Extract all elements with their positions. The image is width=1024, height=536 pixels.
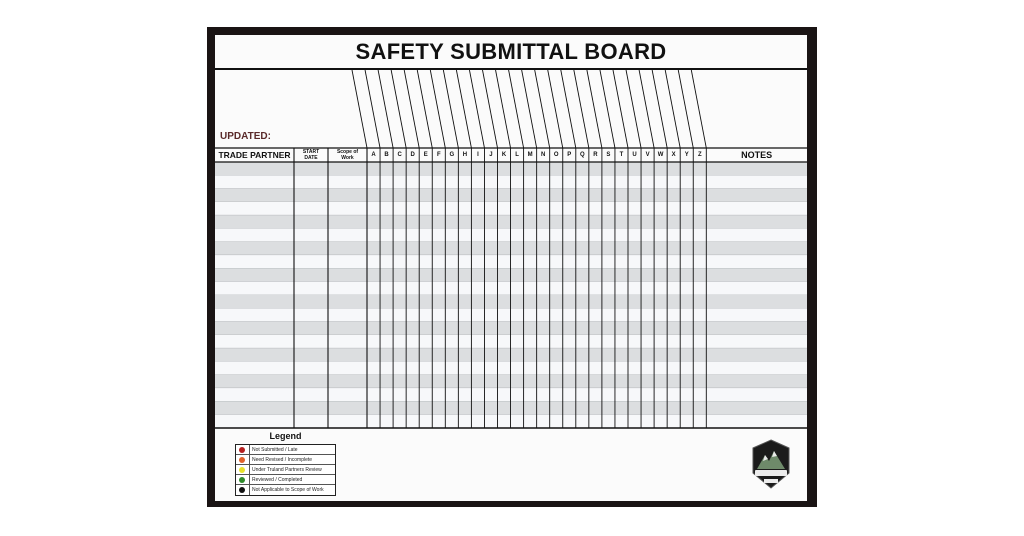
header-letter-v: V — [645, 152, 650, 158]
legend-item — [236, 475, 335, 485]
legend — [235, 444, 336, 496]
legend-divider — [249, 485, 250, 495]
header-letter-k: K — [501, 152, 507, 158]
header-letter-u: U — [632, 152, 637, 158]
truland-partners-logo-icon — [751, 439, 791, 489]
status-dot-icon — [239, 477, 245, 483]
board-frame — [207, 27, 817, 507]
header-start-date-1: START — [302, 149, 320, 155]
header-letter-e: E — [423, 152, 428, 158]
header-letter-c: C — [397, 152, 402, 158]
header-letter-q: Q — [579, 152, 585, 158]
legend-item-label: Reviewed / Completed — [252, 477, 303, 483]
header-letter-f: F — [436, 152, 441, 158]
header-letter-i: I — [477, 152, 479, 158]
legend-item — [236, 485, 335, 495]
header-letter-m: M — [527, 152, 533, 158]
header-letter-d: D — [410, 152, 415, 158]
legend-divider — [249, 465, 250, 475]
header-letter-a: A — [371, 152, 376, 158]
header-letter-r: R — [593, 152, 598, 158]
header-letter-t: T — [619, 152, 624, 158]
board-title: SAFETY SUBMITTAL BOARD — [355, 39, 667, 64]
header-trade-partner: TRADE PARTNER — [218, 150, 291, 160]
legend-item-label: Not Applicable to Scope of Work — [252, 487, 324, 493]
header-letter-w: W — [657, 152, 664, 158]
legend-item-label: Under Truland Partners Review — [252, 467, 322, 473]
header-letter-x: X — [671, 152, 676, 158]
legend-item — [236, 445, 335, 455]
header-letter-l: L — [515, 152, 519, 158]
header-notes: NOTES — [741, 150, 773, 160]
header-letter-g: G — [449, 152, 455, 158]
header-letter-z: Z — [697, 152, 702, 158]
header-letter-b: B — [384, 152, 389, 158]
header-letter-n: N — [540, 152, 546, 158]
updated-label: UPDATED: — [220, 131, 271, 142]
header-letter-j: J — [489, 152, 493, 158]
header-letter-y: Y — [684, 152, 689, 158]
safety-submittal-board — [215, 35, 807, 501]
legend-divider — [249, 455, 250, 465]
legend-item-label: Not Submitted / Late — [252, 447, 298, 453]
header-letter-h: H — [462, 152, 468, 158]
status-dot-icon — [239, 487, 245, 493]
header-scope-2: Work — [341, 155, 354, 161]
legend-divider — [249, 475, 250, 485]
header-letter-s: S — [606, 152, 611, 158]
header-letter-o: O — [553, 152, 559, 158]
legend-item — [236, 465, 335, 475]
legend-title: Legend — [269, 431, 302, 441]
header-scope-1: Scope of — [336, 149, 359, 155]
status-dot-icon — [239, 457, 245, 463]
status-dot-icon — [239, 467, 245, 473]
header-start-date-2: DATE — [304, 155, 318, 161]
status-dot-icon — [239, 447, 245, 453]
legend-item — [236, 455, 335, 465]
legend-divider — [249, 445, 250, 455]
header-letter-p: P — [567, 152, 572, 158]
legend-item-label: Need Revised / Incomplete — [252, 457, 313, 463]
